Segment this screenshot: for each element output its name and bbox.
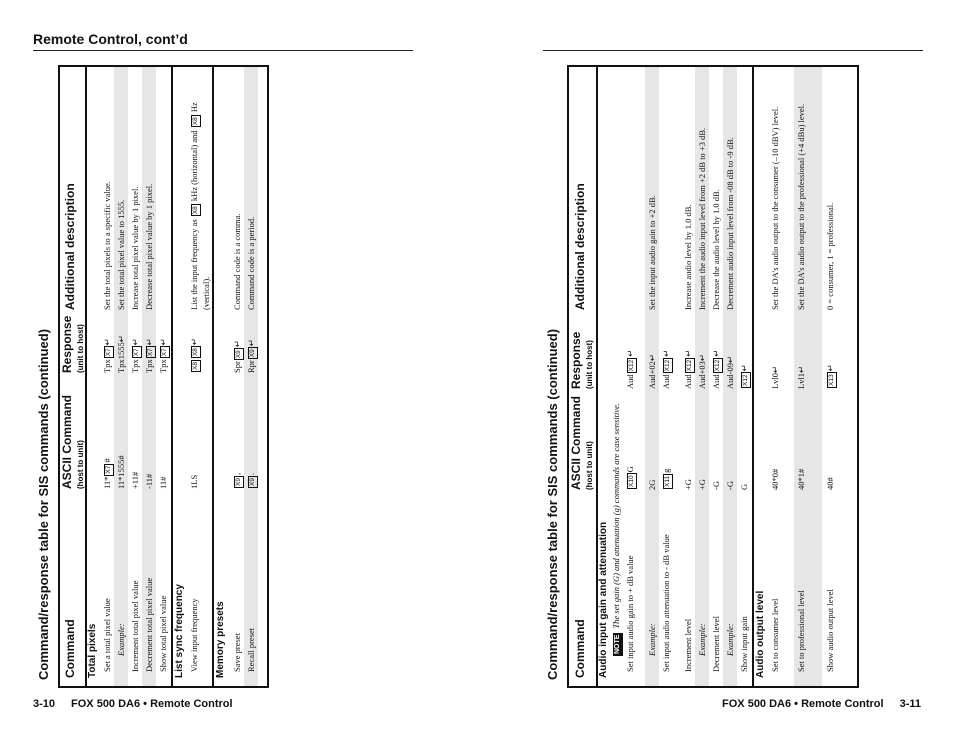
row-command: Show input gain [739, 616, 749, 672]
row-command: Increment total pixel value [130, 580, 140, 672]
row-response: TpxX7↵ [144, 338, 154, 373]
right-footer-text: FOX 500 DA6 • Remote Control [722, 698, 884, 710]
table-row [737, 67, 751, 686]
table-row [768, 67, 794, 686]
group-total-pixels: Total pixels [87, 623, 98, 678]
row-response: X12↵ [739, 364, 749, 386]
table-row [695, 67, 709, 686]
row-ascii: 40*0# [770, 468, 780, 490]
row-description: Decrease the audio level by 1.0 dB. [711, 189, 721, 310]
row-response: X13↵ [825, 364, 835, 386]
table-row [681, 67, 695, 686]
row-response: Lvl0↵ [770, 365, 780, 389]
row-ascii: -G [711, 481, 721, 490]
row-ascii: +11# [130, 471, 140, 489]
row-response: X8X8↵ [189, 337, 199, 370]
right-footer [722, 698, 921, 710]
group-memory-presets: Memory presets [215, 601, 226, 678]
table-row [230, 67, 244, 686]
right-col-command: Command [573, 619, 587, 678]
row-ascii: +G [697, 479, 707, 490]
page-header-title: Remote Control, cont’d [33, 31, 188, 47]
table-row [723, 67, 737, 686]
row-command: Example: [725, 623, 735, 656]
right-table-header-row [569, 67, 598, 686]
row-description: 0 = consumer, 1 = professional. [825, 202, 835, 310]
left-command-table [58, 65, 269, 688]
group-divider [171, 67, 173, 686]
left-col-response: Response (unit to host) [60, 315, 85, 373]
row-description: Command code is a period. [246, 216, 256, 310]
row-response: Aud-09↵ [725, 355, 735, 389]
group-divider [752, 67, 754, 686]
table-row [114, 67, 128, 686]
row-command: Increment level [683, 618, 693, 672]
row-response: AudX12↵ [625, 349, 635, 389]
right-col-ascii: ASCII Command (host to unit) [569, 395, 594, 490]
row-ascii: -11# [144, 473, 154, 489]
row-command: Decrement total pixel value [144, 577, 154, 672]
right-col-description: Additional description [573, 183, 587, 310]
row-response: SprX9↵ [232, 340, 242, 373]
row-response: AudX12↵ [683, 349, 693, 389]
table-row [709, 67, 723, 686]
left-col-command: Command [63, 619, 77, 678]
row-ascii: -G [725, 481, 735, 490]
left-table-header-row [60, 67, 87, 686]
row-ascii: 40# [825, 477, 835, 490]
row-response: Tpx1555↵ [116, 335, 126, 373]
row-response: AudX12↵ [711, 349, 721, 389]
row-ascii: X11g [661, 468, 671, 487]
note-badge: NOTE [614, 634, 621, 654]
row-description: Set the total pixel value to 1555. [116, 199, 126, 310]
right-command-table [567, 65, 859, 688]
table-row [822, 67, 838, 686]
row-response: Lvl1↵ [796, 365, 806, 389]
row-command: Save preset [232, 633, 242, 672]
left-table-title: Command/response table for SIS commands (continued) [36, 328, 51, 680]
row-command: Set input audio gain to + dB value [625, 555, 635, 672]
note: NOTEThe set gain (G) and attenuation (g) commands are case sensitive. [611, 402, 621, 654]
row-description: Decrement audio input level from -08 dB to -9 dB. [725, 137, 735, 310]
row-response: TpxX7↵ [102, 338, 112, 373]
row-ascii: X9. [246, 472, 256, 486]
table-row [100, 67, 114, 686]
table-row [794, 67, 822, 686]
table-row [128, 67, 142, 686]
row-ascii: 40*1# [796, 468, 806, 490]
row-command: Example: [697, 623, 707, 656]
row-ascii: 11*X7# [102, 458, 112, 489]
left-footer [33, 698, 233, 710]
row-description: Increment the audio input level from +2 dB to +3 dB. [697, 127, 707, 310]
row-description: Set the DA’s audio output to the professional (+4 dBu) level. [796, 103, 806, 310]
group-audio-input-gain: Audio input gain and attenuation [598, 521, 609, 678]
table-row [142, 67, 156, 686]
table-row [244, 67, 258, 686]
row-description: Set the input audio gain to +2 dB. [647, 195, 657, 310]
row-description: Command code is a comma. [232, 213, 242, 310]
row-command: Set input audio attenuation to - dB value [661, 534, 671, 672]
row-description: Decrease total pixel value by 1 pixel. [144, 183, 154, 310]
row-response: Aud+02↵ [647, 353, 657, 389]
row-ascii: G [739, 483, 749, 490]
right-col-response: Response (unit to host) [569, 331, 594, 389]
row-ascii: X9, [232, 472, 242, 486]
group-audio-output-level: Audio output level [755, 590, 766, 678]
left-page-number: 3-10 [33, 698, 56, 710]
group-list-sync-frequency: List sync frequency [174, 584, 185, 678]
row-response: RprX9↵ [246, 339, 256, 373]
row-ascii: 2G [647, 479, 657, 490]
row-response: AudX12↵ [661, 349, 671, 389]
right-header-rule [543, 50, 923, 51]
row-ascii: X10G [625, 466, 635, 487]
row-response: TpxX7↵ [130, 338, 140, 373]
row-command: Show total pixel value [158, 595, 168, 672]
row-ascii: 1LS [189, 474, 199, 489]
row-command: Example: [116, 623, 126, 656]
row-description: Increase audio level by 1.0 dB. [683, 204, 693, 310]
left-col-ascii: ASCII Command (host to unit) [60, 394, 85, 489]
row-command: Example: [647, 623, 657, 656]
row-ascii: 11# [158, 476, 168, 489]
left-footer-text: FOX 500 DA6 • Remote Control [71, 698, 233, 710]
left-col-description: Additional description [63, 183, 77, 310]
right-table-title: Command/response table for SIS commands (continued) [545, 328, 560, 680]
group-divider [212, 67, 214, 686]
left-header-rule [33, 50, 413, 51]
row-description: List the input frequency as X8 kHz (horizontal) and X8 Hz (vertical). [189, 102, 211, 310]
row-response: TpxX7↵ [158, 338, 168, 373]
row-description: Set the total pixels to a specific value. [102, 181, 112, 310]
table-row [187, 67, 211, 686]
table-row [659, 67, 681, 686]
row-command: Set a total pixel value [102, 598, 112, 672]
row-command: Decrement level [711, 616, 721, 672]
table-row [156, 67, 170, 686]
row-command: View input frequency [189, 598, 199, 672]
row-command: Set to consumer level [770, 598, 780, 672]
row-description: Increase total pixel value by 1 pixel. [130, 186, 140, 310]
row-command: Recall preset [246, 627, 256, 672]
table-row [645, 67, 659, 686]
right-page-number: 3-11 [899, 698, 921, 710]
row-response: Aud+03↵ [697, 353, 707, 389]
row-ascii: 11*1555# [116, 455, 126, 489]
table-row [623, 67, 645, 686]
row-description: Set the DA’s audio output to the consumer (–10 dBV) level. [770, 106, 780, 310]
row-command: Set to professional level [796, 590, 806, 672]
row-ascii: +G [683, 479, 693, 490]
row-command: Show audio output level [825, 589, 835, 672]
